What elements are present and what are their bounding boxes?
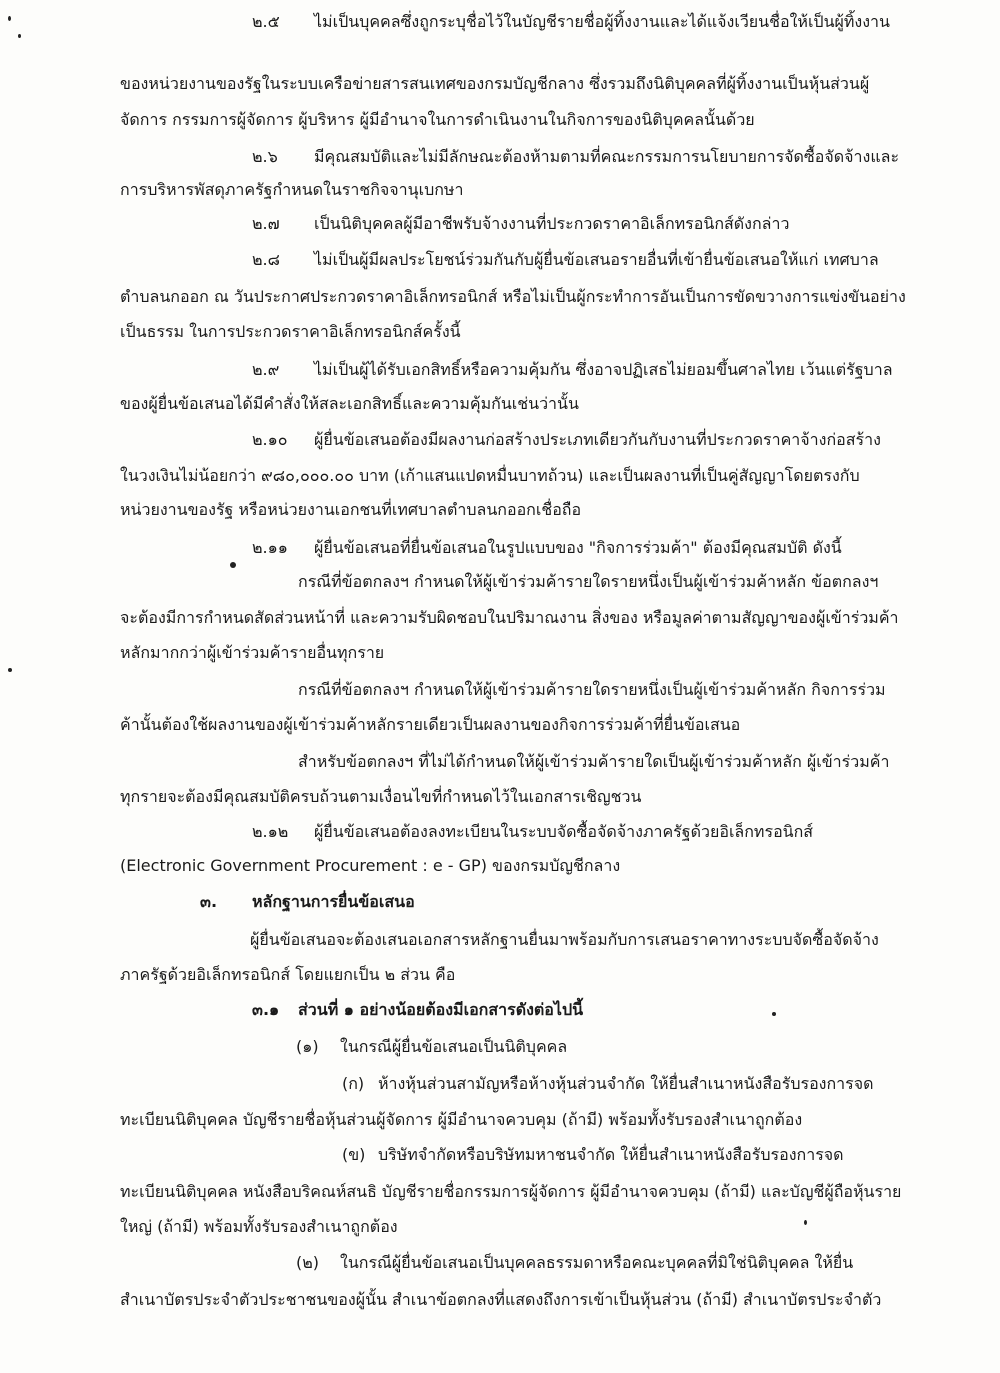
text-line — [252, 250, 879, 270]
scan-speck — [8, 668, 12, 672]
text-line: ใหญ่ (ถ้ามี) พร้อมทั้งรับรองสำเนาถูกต้อง — [120, 1217, 398, 1236]
item-text: ในกรณีผู้ยื่นข้อเสนอเป็นบุคคลธรรมดาหรือคณะบุคคลที่มิใช่นิติบุคคล ให้ยื่น — [340, 1253, 854, 1272]
section-number: ๓. — [200, 892, 218, 911]
clause-number: ๒.๑๑ — [252, 538, 288, 557]
text-line: ทะเบียนนิติบุคคล หนังสือบริคณห์สนธิ บัญชีรายชื่อกรรมการผู้จัดการ ผู้มีอำนาจควบคุม (ถ้ามี) และบัญชีผู้ถือหุ้นราย — [120, 1182, 902, 1201]
clause-text: เป็นนิติบุคคลผู้มีอาชีพรับจ้างงานที่ประกวดราคาอิเล็กทรอนิกส์ดังกล่าว — [314, 214, 790, 233]
text-line — [296, 1253, 853, 1273]
clause-number: ๒.๑๒ — [252, 822, 289, 841]
text-line: หน่วยงานของรัฐ หรือหน่วยงานเอกชนที่เทศบาลตำบลนกออกเชื่อถือ — [120, 500, 582, 519]
text-line: ค้านั้นต้องใช้ผลงานของผู้เข้าร่วมค้าหลักรายเดียวเป็นผลงานของกิจการร่วมค้าที่ยื่นข้อเสนอ — [120, 715, 741, 734]
clause-text: ไม่เป็นผู้มีผลประโยชน์ร่วมกันกับผู้ยื่นข้อเสนอรายอื่นที่เข้ายื่นข้อเสนอให้แก่ เทศบาล — [314, 250, 879, 269]
clause-text: ผู้ยื่นข้อเสนอต้องลงทะเบียนในระบบจัดซื้อจัดจ้างภาครัฐด้วยอิเล็กทรอนิกส์ — [314, 822, 814, 841]
scan-speck — [8, 16, 11, 21]
text-line: ในวงเงินไม่น้อยกว่า ๙๘๐,๐๐๐.๐๐ บาท (เก้าแสนแปดหมื่นบาทถ้วน) และเป็นผลงานที่เป็นคู่สัญญาโดยตรงกับ — [120, 466, 860, 485]
item-number: (๒) — [296, 1253, 320, 1272]
text-line — [252, 538, 842, 558]
text-line: สำหรับข้อตกลงฯ ที่ไม่ได้กำหนดให้ผู้เข้าร่วมค้ารายใดเป็นผู้เข้าร่วมค้าหลัก ผู้เข้าร่วมค้า — [298, 752, 890, 771]
clause-text: ผู้ยื่นข้อเสนอที่ยื่นข้อเสนอในรูปแบบของ "กิจการร่วมค้า" ต้องมีคุณสมบัติ ดังนี้ — [314, 538, 842, 557]
text-line: กรณีที่ข้อตกลงฯ กำหนดให้ผู้เข้าร่วมค้ารายใดรายหนึ่งเป็นผู้เข้าร่วมค้าหลัก กิจการร่วม — [298, 680, 886, 699]
item-number: (๑) — [296, 1037, 319, 1056]
subsection-title: ส่วนที่ ๑ อย่างน้อยต้องมีเอกสารดังต่อไปนี้ — [298, 1000, 584, 1019]
text-line — [252, 430, 881, 450]
text-line: การบริหารพัสดุภาครัฐกำหนดในราชกิจจานุเบกษา — [120, 180, 464, 199]
subsection-heading — [252, 1000, 583, 1020]
text-line: จัดการ กรรมการผู้จัดการ ผู้บริหาร ผู้มีอำนาจในการดำเนินงานในกิจการของนิติบุคคลนั้นด้วย — [120, 110, 755, 129]
text-line: หลักมากกว่าผู้เข้าร่วมค้ารายอื่นทุกราย — [120, 643, 385, 662]
text-line — [252, 12, 890, 32]
item-number: (ก) — [342, 1074, 365, 1093]
item-text: บริษัทจำกัดหรือบริษัทมหาชนจำกัด ให้ยื่นสำเนาหนังสือรับรองการจด — [378, 1145, 844, 1164]
subsection-number: ๓.๑ — [252, 1000, 280, 1019]
clause-number: ๒.๑๐ — [252, 430, 288, 449]
clause-number: ๒.๕ — [252, 12, 280, 31]
section-heading — [200, 892, 415, 912]
scan-speck — [230, 562, 236, 568]
clause-number: ๒.๘ — [252, 250, 280, 269]
text-line: ของหน่วยงานของรัฐในระบบเครือข่ายสารสนเทศของกรมบัญชีกลาง ซึ่งรวมถึงนิติบุคคลที่ผู้ทิ้งงานเป็นหุ้นส่วนผู้ — [120, 74, 870, 93]
section-title: หลักฐานการยื่นข้อเสนอ — [252, 892, 415, 911]
scan-speck — [804, 1220, 807, 1225]
text-line: จะต้องมีการกำหนดสัดส่วนหน้าที่ และความรับผิดชอบในปริมาณงาน สิ่งของ หรือมูลค่าตามสัญญาของผู้เข้าร่วมค้า — [120, 608, 899, 627]
text-line: ของผู้ยื่นข้อเสนอได้มีคำสั่งให้สละเอกสิทธิ์และความคุ้มกันเช่นว่านั้น — [120, 394, 579, 413]
text-line: ภาครัฐด้วยอิเล็กทรอนิกส์ โดยแยกเป็น ๒ ส่วน คือ — [120, 965, 456, 984]
clause-number: ๒.๙ — [252, 360, 280, 379]
scan-speck — [18, 34, 21, 38]
text-line — [342, 1074, 874, 1094]
clause-number: ๒.๖ — [252, 147, 278, 166]
item-text: ห้างหุ้นส่วนสามัญหรือห้างหุ้นส่วนจำกัด ให้ยื่นสำเนาหนังสือรับรองการจด — [378, 1074, 874, 1093]
text-line: ผู้ยื่นข้อเสนอจะต้องเสนอเอกสารหลักฐานยื่นมาพร้อมกับการเสนอราคาทางระบบจัดซื้อจัดจ้าง — [250, 930, 879, 949]
item-text: ในกรณีผู้ยื่นข้อเสนอเป็นนิติบุคคล — [340, 1037, 568, 1056]
scan-speck — [772, 1012, 776, 1016]
clause-number: ๒.๗ — [252, 214, 280, 233]
text-line — [296, 1037, 567, 1057]
text-line: เป็นธรรม ในการประกวดราคาอิเล็กทรอนิกส์ครั้งนี้ — [120, 322, 461, 341]
text-line: สำเนาบัตรประจำตัวประชาชนของผู้นั้น สำเนาข้อตกลงที่แสดงถึงการเข้าเป็นหุ้นส่วน (ถ้ามี) สำเนาบัตรประจำตัว — [120, 1290, 882, 1309]
clause-text: ไม่เป็นผู้ได้รับเอกสิทธิ์หรือความคุ้มกัน ซึ่งอาจปฏิเสธไม่ยอมขึ้นศาลไทย เว้นแต่รัฐบาล — [314, 360, 893, 379]
text-line — [252, 360, 893, 380]
text-line: ตำบลนกออก ณ วันประกาศประกวดราคาอิเล็กทรอนิกส์ หรือไม่เป็นผู้กระทำการอันเป็นการขัดขวางการแข่งขันอย่าง — [120, 287, 906, 306]
clause-text: ผู้ยื่นข้อเสนอต้องมีผลงานก่อสร้างประเภทเดียวกันกับงานที่ประกวดราคาจ้างก่อสร้าง — [314, 430, 881, 449]
text-line: กรณีที่ข้อตกลงฯ กำหนดให้ผู้เข้าร่วมค้ารายใดรายหนึ่งเป็นผู้เข้าร่วมค้าหลัก ข้อตกลงฯ — [298, 572, 879, 591]
text-line: ทะเบียนนิติบุคคล บัญชีรายชื่อหุ้นส่วนผู้จัดการ ผู้มีอำนาจควบคุม (ถ้ามี) พร้อมทั้งรับรองสำเนาถูกต้อง — [120, 1110, 803, 1129]
clause-text: มีคุณสมบัติและไม่มีลักษณะต้องห้ามตามที่คณะกรรมการนโยบายการจัดซื้อจัดจ้างและ — [314, 147, 900, 166]
text-line — [252, 214, 789, 234]
clause-text: ไม่เป็นบุคคลซึ่งถูกระบุชื่อไว้ในบัญชีรายชื่อผู้ทิ้งงานและได้แจ้งเวียนชื่อให้เป็นผู้ทิ้งงาน — [314, 12, 890, 31]
text-line: (Electronic Government Procurement : e - GP) ของกรมบัญชีกลาง — [120, 856, 621, 875]
text-line — [342, 1145, 844, 1165]
text-line — [252, 147, 899, 167]
item-number: (ข) — [342, 1145, 366, 1164]
text-line — [252, 822, 813, 842]
text-line: ทุกรายจะต้องมีคุณสมบัติครบถ้วนตามเงื่อนไขที่กำหนดไว้ในเอกสารเชิญชวน — [120, 787, 642, 806]
